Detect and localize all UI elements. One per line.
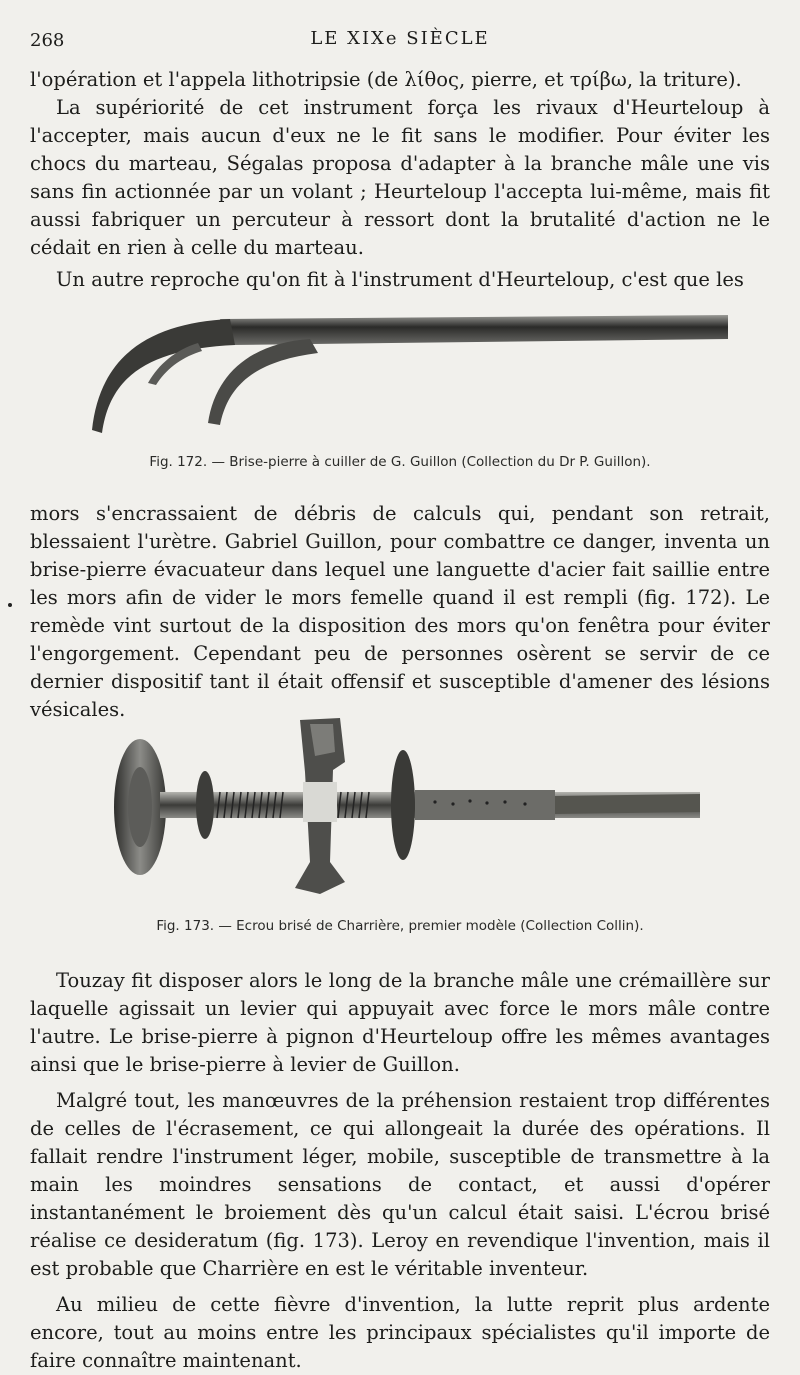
- figure-173-illustration: [105, 712, 705, 902]
- paragraph-1: l'opération et l'appela lithotripsie (de λίθος, pierre, et τρίβω, la triture).: [30, 68, 742, 91]
- running-head: LE XIXe SIÈCLE: [310, 28, 490, 49]
- paragraph-4: mors s'encrassaient de débris de calculs qui, pendant son retrait, blessaient l'urètre. Gabriel Guillon, pour combattre ce danger, inventa un brise-pierre évacuateur dans lequel une languette d'acier fait saillie entre les mors afin de vider le mors femelle quand il est rempli (fig. 172). Le remède vint surtout de la disposition des mors qu'on fenêtra pour éviter l'engorgement. Cependant peu de personnes osèrent se servir de ce dernier dispositif tant il était offensif et susceptible d'amener des lésions vésicales.: [30, 502, 770, 721]
- margin-dot: [8, 603, 12, 607]
- paragraph-6: Malgré tout, les manœuvres de la préhension restaient trop différentes de celles de l'écrasement, ce qui allongeait la durée des opérations. Il fallait rendre l'instrument léger, mobile, susceptible de transmettre à la main les moindres sensations de contact, et aussi d'opérer instantanément le broiement dès qu'un calcul était saisi. L'écrou brisé réalise ce desideratum (fig. 173). Leroy en revendique l'invention, mais il est probable que Charrière en est le véritable inventeur.: [30, 1089, 770, 1280]
- page-header: [30, 26, 770, 54]
- paragraph-7: Au milieu de cette fièvre d'invention, la lutte reprit plus ardente encore, tout au moins entre les principaux spécialistes qu'il importe de faire connaître maintenant.: [30, 1293, 770, 1372]
- text-block-middle: [30, 500, 770, 724]
- text-block-top: [30, 66, 770, 294]
- paragraph-5: Touzay fit disposer alors le long de la branche mâle une crémaillère sur laquelle agissait un levier qui appuyait avec force le mors mâle contre l'autre. Le brise-pierre à pignon d'Heurteloup offre les mêmes avantages ainsi que le brise-pierre à levier de Guillon.: [30, 969, 770, 1076]
- figure-173-caption: Fig. 173. — Ecrou brisé de Charrière, premier modèle (Collection Collin).: [156, 918, 644, 934]
- paragraph-2: La supériorité de cet instrument força les rivaux d'Heurteloup à l'accepter, mais aucun d'eux ne le fit sans le modifier. Pour éviter les chocs du marteau, Ségalas proposa d'adapter à la branche mâle une vis sans fin actionnée par un volant ; Heurteloup l'accepta lui-même, mais fit aussi fabriquer un percuteur à ressort dont la brutalité d'action ne le cédait en rien à celle du marteau.: [30, 96, 770, 259]
- text-block-bottom: [30, 967, 770, 1375]
- figure-172-caption: Fig. 172. — Brise-pierre à cuiller de G. Guillon (Collection du Dr P. Guillon).: [149, 454, 651, 470]
- paragraph-3: Un autre reproche qu'on fit à l'instrument d'Heurteloup, c'est que les: [56, 268, 744, 291]
- figure-172-illustration: [80, 305, 740, 440]
- page-number: 268: [30, 30, 65, 51]
